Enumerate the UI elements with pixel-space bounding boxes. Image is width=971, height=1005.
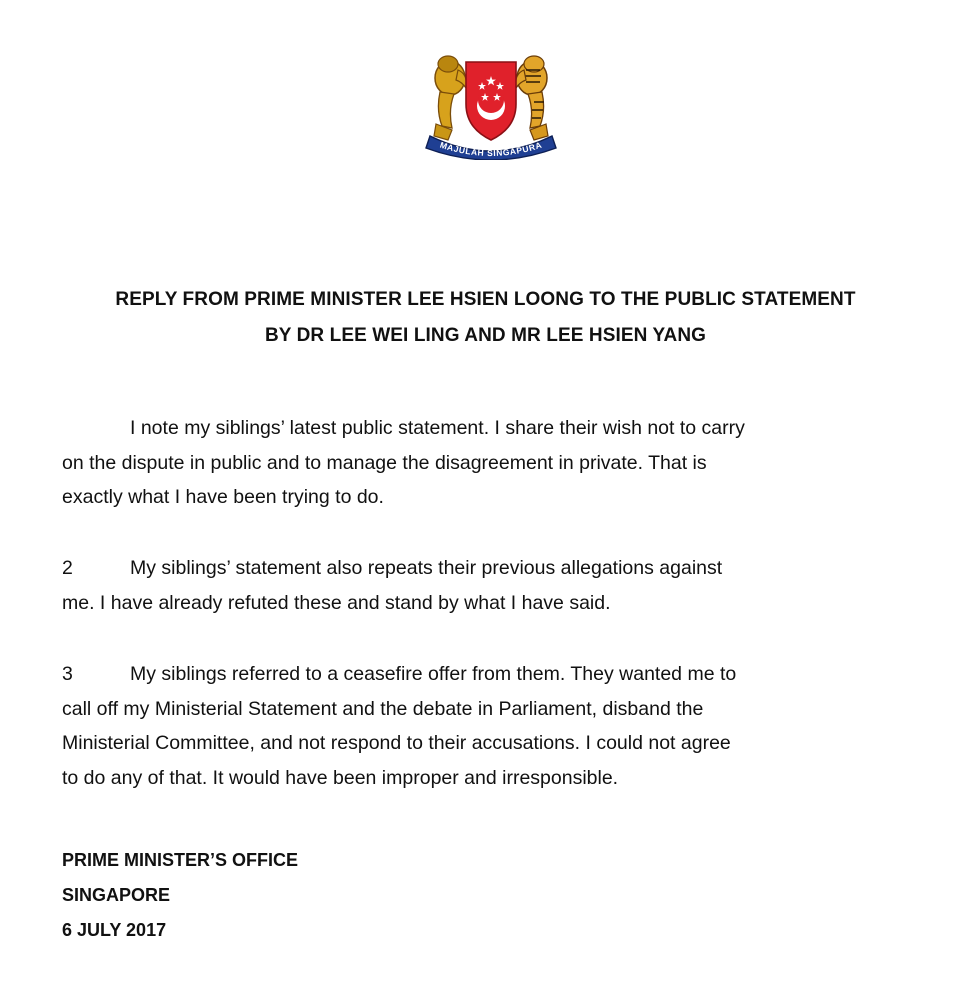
motto-text: MAJULAH SINGAPURA [438,139,544,159]
title-line-2: BY DR LEE WEI LING AND MR LEE HSIEN YANG [264,325,707,346]
paragraph-text-line: exactly what I have been trying to do. [62,486,384,508]
paragraph-3 [62,657,922,795]
paragraph-text-line: me. I have already refuted these and stand by what I have said. [62,591,611,614]
signature-country: SINGAPORE [62,885,171,905]
title-line-1: REPLY FROM PRIME MINISTER LEE HSIEN LOONG TO THE PUBLIC STATEMENT [115,289,856,310]
paragraph-text-line: I note my siblings’ latest public statement. I share their wish not to carry [130,417,745,439]
paragraph-text-line: My siblings’ statement also repeats their previous allegations against [130,557,723,579]
paragraph-text-line: My siblings referred to a ceasefire offer from them. They wanted me to [130,663,737,685]
lion-supporter-icon [434,56,466,140]
paragraph-text-line: on the dispute in public and to manage the disagreement in private. That is [62,451,707,474]
paragraph-2 [62,551,922,620]
tiger-supporter-icon [516,56,548,140]
paragraph-number: 3 [62,663,73,685]
paragraph-text-line: Ministerial Committee, and not respond to their accusations. I could not agree [62,732,731,754]
red-shield-icon [466,62,516,140]
singapore-coat-of-arms-icon [422,48,560,160]
paragraph-number: 2 [62,557,73,579]
signature-office: PRIME MINISTER’S OFFICE [62,850,299,870]
paragraph-text-line: call off my Ministerial Statement and the debate in Parliament, disband the [62,697,704,720]
statement-title [0,282,971,354]
signature-block [62,843,298,948]
paragraph-text-line: to do any of that. It would have been improper and irresponsible. [62,766,619,789]
signature-date: 6 JULY 2017 [62,920,167,940]
paragraph-1 [62,411,922,515]
